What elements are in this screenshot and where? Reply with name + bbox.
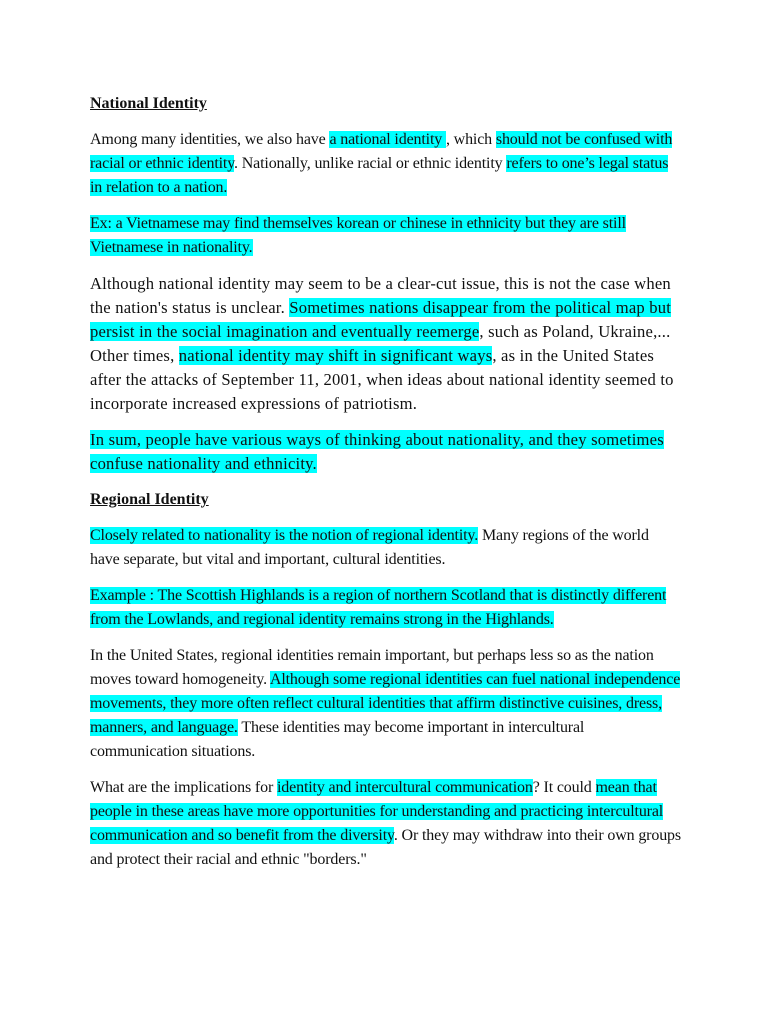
text-run: Although national identity may seem to be a clear-cut issue, this is not the case when the nation's status is unclear. (90, 274, 671, 317)
paragraph-regional-implications (90, 776, 682, 872)
paragraph-national-status (90, 272, 682, 416)
highlighted-text-run: national identity may shift in significant ways (178, 346, 493, 365)
text-run: , such as Poland, Ukraine,... Other times, (90, 322, 671, 365)
paragraph-national-example (90, 212, 682, 260)
paragraph-national-summary (90, 428, 682, 476)
paragraph-regional-intro (90, 524, 682, 572)
highlighted-text-run: Sometimes nations disappear from the political map but persist in the social imagination and eventually reemerge (90, 298, 672, 341)
highlighted-text-run: a national identity (329, 131, 446, 148)
highlighted-text-run: should not be confused with racial or ethnic identity (90, 131, 673, 172)
paragraph-regional-example (90, 584, 682, 632)
highlighted-text-run: Ex: a Vietnamese may find themselves korean or chinese in ethnicity but they are still Vietnamese in nationality. (90, 215, 626, 256)
highlighted-text-run: mean that people in these areas have more opportunities for understanding and practicing intercultural communication and so benefit from the diversity (90, 779, 664, 844)
text-run: In the United States, regional identities remain important, but perhaps less so as the nation moves toward homogeneity. (90, 647, 654, 688)
highlighted-text-run: Closely related to nationality is the notion of regional identity. (90, 527, 479, 544)
text-run: ? It could (532, 779, 596, 796)
text-run: Among many identities, we also have (90, 131, 330, 148)
text-run: , as in the United States after the attacks of September 11, 2001, when ideas about national identity seemed to incorporate increased expressions of patriotism. (90, 346, 674, 413)
highlighted-text-run: Example : The Scottish Highlands is a region of northern Scotland that is distinctly different from the Lowlands, and regional identity remains strong in the Highlands. (90, 587, 667, 628)
paragraph-national-intro (90, 128, 682, 200)
text-run: , which (445, 131, 496, 148)
text-run: . Or they may withdraw into their own groups and protect their racial and ethnic "borders." (90, 827, 681, 868)
paragraph-regional-us (90, 644, 682, 764)
highlighted-text-run: refers to one’s legal status in relation to a nation. (90, 155, 669, 196)
text-run: . Nationally, unlike racial or ethnic identity (234, 155, 507, 172)
highlighted-text-run: In sum, people have various ways of thinking about nationality, and they sometimes confuse nationality and ethnicity. (90, 430, 664, 473)
highlighted-text-run: identity and intercultural communication (277, 779, 533, 796)
text-run: Many regions of the world have separate, but vital and important, cultural identities. (90, 527, 649, 568)
text-run: These identities may become important in intercultural communication situations. (90, 719, 585, 760)
text-run: What are the implications for (90, 779, 277, 796)
document-page (90, 92, 682, 884)
highlighted-text-run: Although some regional identities can fuel national independence movements, they more often reflect cultural identities that affirm distinctive cuisines, dress, manners, and language. (90, 671, 681, 736)
section-heading-national-identity: National Identity (90, 95, 207, 112)
section-heading-regional-identity: Regional Identity (90, 491, 209, 508)
